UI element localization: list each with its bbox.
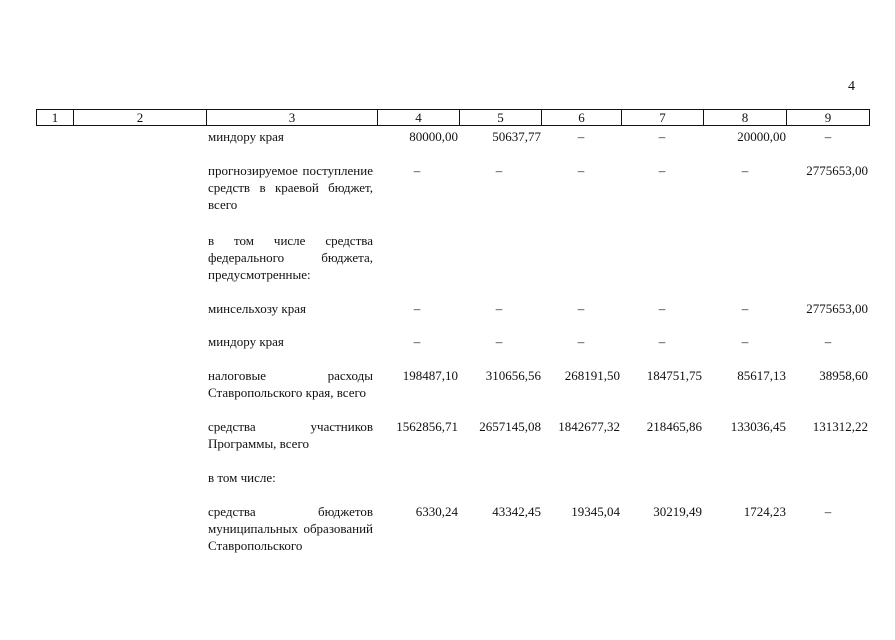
cell-col-6: 19345,04	[571, 504, 620, 519]
cell-col-6: –	[577, 163, 585, 178]
header-col-1: 1	[37, 110, 74, 126]
header-col-9: 9	[787, 110, 870, 126]
cell-col-7: 184751,75	[646, 368, 702, 383]
cell-col-4: –	[413, 163, 421, 178]
cell-col-9: –	[824, 504, 832, 519]
row-description: миндору края	[208, 129, 284, 144]
cell-col-9: 38958,60	[819, 368, 868, 383]
cell-col-6: –	[577, 334, 585, 349]
row-description: в том числе:	[208, 470, 276, 485]
cell-col-4: –	[413, 301, 421, 316]
cell-col-8: 133036,45	[730, 419, 786, 434]
cell-col-6: 268191,50	[564, 368, 620, 383]
cell-col-6: 1842677,32	[558, 419, 620, 434]
row-description: минсельхозу края	[208, 301, 306, 316]
row-description: средства бюджетов муниципальных образований Ставропольского	[208, 504, 373, 553]
table-header	[36, 109, 870, 126]
cell-col-9: –	[824, 334, 832, 349]
cell-col-4: 6330,24	[415, 504, 458, 519]
cell-col-4: 1562856,71	[396, 419, 458, 434]
cell-col-7: 218465,86	[646, 419, 702, 434]
row-description: прогнозируемое поступление средств в краевой бюджет, всего	[208, 163, 373, 212]
row-description: миндору края	[208, 334, 284, 349]
cell-col-5: 43342,45	[492, 504, 541, 519]
cell-col-5: 310656,56	[485, 368, 541, 383]
cell-col-8: 85617,13	[737, 368, 786, 383]
header-col-6: 6	[542, 110, 622, 126]
cell-col-7: –	[658, 163, 666, 178]
cell-col-8: –	[741, 301, 749, 316]
cell-col-7: –	[658, 129, 666, 144]
row-description: в том числе средства федерального бюджета, предусмотренные:	[208, 233, 373, 282]
cell-col-5: –	[495, 334, 503, 349]
cell-col-7: –	[658, 334, 666, 349]
cell-col-6: –	[577, 129, 585, 144]
cell-col-7: 30219,49	[653, 504, 702, 519]
cell-col-4: 80000,00	[409, 129, 458, 144]
cell-col-6: –	[577, 301, 585, 316]
row-description: средства участников Программы, всего	[208, 419, 373, 451]
cell-col-5: –	[495, 301, 503, 316]
header-col-8: 8	[704, 110, 787, 126]
cell-col-5: 50637,77	[492, 129, 541, 144]
header-col-7: 7	[622, 110, 704, 126]
cell-col-9: 131312,22	[812, 419, 868, 434]
header-col-5: 5	[460, 110, 542, 126]
cell-col-4: 198487,10	[402, 368, 458, 383]
cell-col-5: –	[495, 163, 503, 178]
row-description: налоговые расходы Ставропольского края, всего	[208, 368, 373, 400]
cell-col-8: 1724,23	[743, 504, 786, 519]
cell-col-4: –	[413, 334, 421, 349]
header-col-4: 4	[378, 110, 460, 126]
page-number: 4	[848, 79, 855, 94]
cell-col-8: –	[741, 334, 749, 349]
cell-col-7: –	[658, 301, 666, 316]
cell-col-9: 2775653,00	[806, 163, 868, 178]
header-col-2: 2	[74, 110, 207, 126]
cell-col-5: 2657145,08	[479, 419, 541, 434]
cell-col-8: 20000,00	[737, 129, 786, 144]
cell-col-9: 2775653,00	[806, 301, 868, 316]
header-col-3: 3	[207, 110, 378, 126]
cell-col-8: –	[741, 163, 749, 178]
cell-col-9: –	[824, 129, 832, 144]
